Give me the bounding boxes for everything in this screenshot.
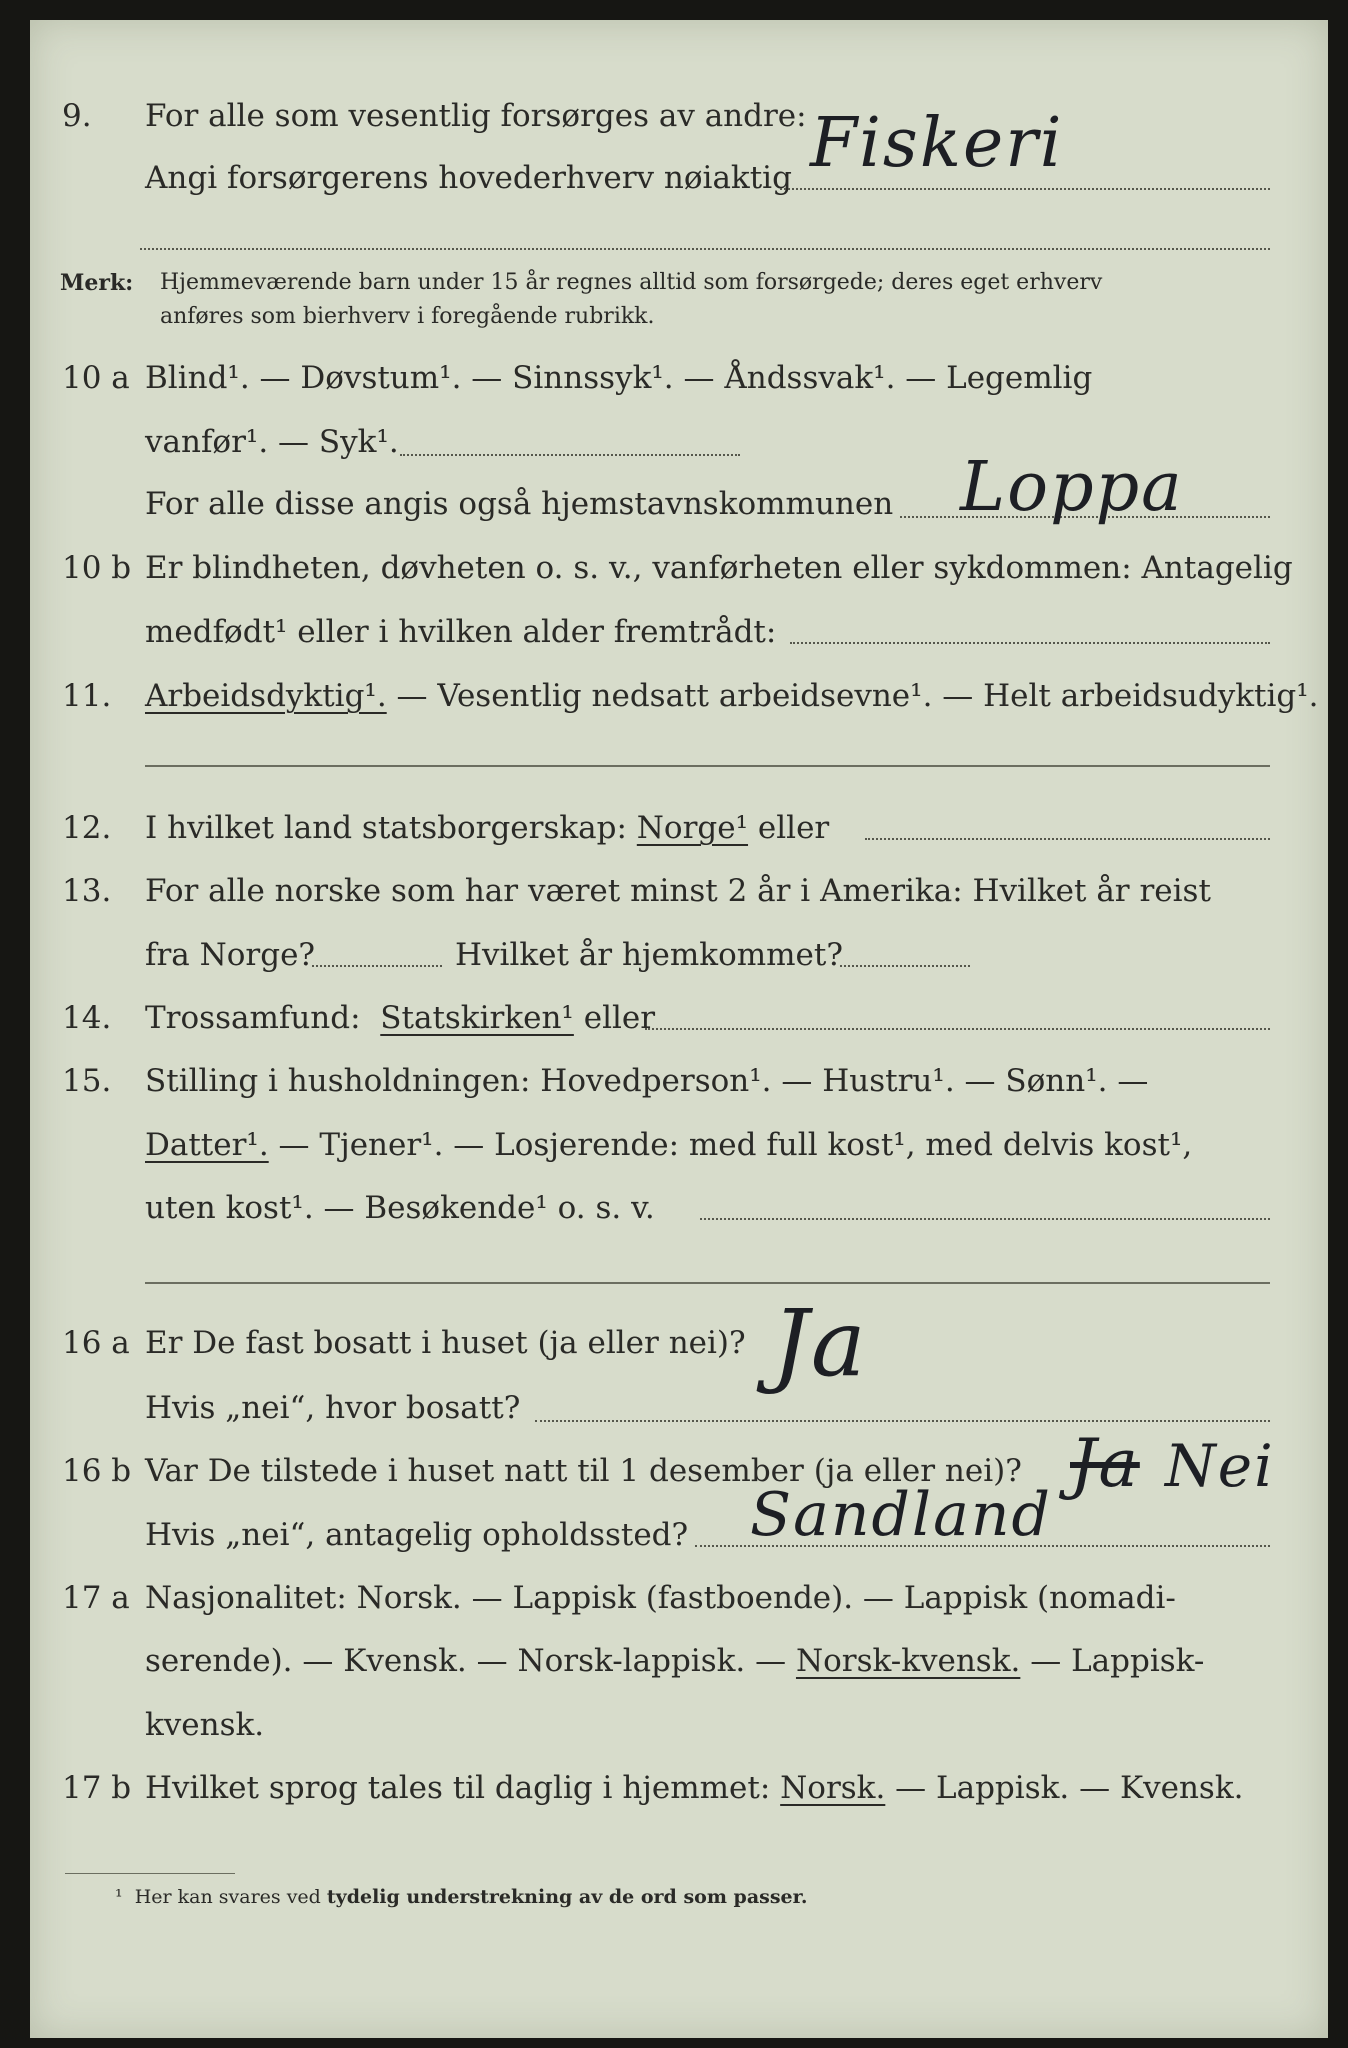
q17b-number: 17 b [62, 1770, 132, 1806]
q10a-handwritten-answer: Loppa [960, 448, 1184, 527]
q11-divider [145, 765, 1270, 767]
footnote-text: Her kan svares ved [134, 1886, 321, 1908]
footnote-mark: ¹ [115, 1886, 123, 1908]
q17a-line2a: serende). — Kvensk. — Norsk-lappisk. — [145, 1643, 787, 1679]
q10a-syk-line [400, 454, 740, 456]
q16a-number: 16 a [62, 1325, 130, 1361]
q17a-line2b: — Lappisk- [1020, 1643, 1205, 1679]
q14-answer-line [645, 1028, 1270, 1030]
q9-answer-line [780, 188, 1270, 190]
q11-rest: — Vesentlig nedsatt arbeidsevne¹. — Helt arbeidsudyktig¹. [386, 678, 1319, 714]
q13-hjemkommet-line [840, 965, 970, 967]
q10a-question-2: vanfør¹. — Syk¹. [145, 424, 399, 460]
q10a-question-3: For alle disse angis også hjemstavnskommunen [145, 486, 894, 522]
q17a-norsk-kvensk-underlined: Norsk-kvensk. [795, 1643, 1021, 1679]
q14-question: Trossamfund: [145, 1000, 361, 1036]
merk-line2: anføres som bierhverv i foregående rubrikk. [160, 304, 655, 329]
q10b-answer-line [790, 642, 1270, 644]
q12-answer-line [865, 838, 1270, 840]
q12-eller: eller [757, 810, 830, 846]
q17b-question: Hvilket sprog tales til daglig i hjemmet: [145, 1770, 771, 1806]
q15-datter-underlined: Datter¹. [145, 1127, 269, 1163]
q17a-question: Nasjonalitet: Norsk. — Lappisk (fastboende). — Lappisk (nomadi- [145, 1580, 1176, 1616]
q13-question: For alle norske som har været minst 2 år i Amerika: Hvilket år reist [145, 873, 1211, 909]
q17a-question-3: kvensk. [145, 1707, 265, 1743]
q16b-question: Var De tilstede i huset natt til 1 desember (ja eller nei)? [145, 1453, 1022, 1489]
q17b-norsk-underlined: Norsk. [780, 1770, 886, 1806]
q12-question: I hvilket land statsborgerskap: [145, 810, 627, 846]
q16b-question-2: Hvis „nei“, antagelig opholdssted? [145, 1517, 689, 1553]
q10b-number: 10 b [62, 550, 132, 586]
q9-handwritten-answer: Fiskeri [810, 104, 1064, 183]
q16b-handwritten-place: Sandland [750, 1480, 1052, 1550]
q11-arbeidsdyktig-underlined: Arbeidsdyktig¹. [145, 678, 387, 714]
q15-number: 15. [62, 1063, 112, 1099]
q13-hjemkommet: Hvilket år hjemkommet? [455, 937, 843, 973]
q16b-handwritten-answer-crossed: Ja [1070, 1425, 1140, 1502]
q15-line2-rest: — Tjener¹. — Losjerende: med full kost¹, med delvis kost¹, [268, 1127, 1193, 1163]
q16a-answer-line [535, 1420, 1270, 1422]
q13-fra-norge: fra Norge? [145, 937, 316, 973]
q9-question: For alle som vesentlig forsørges av andre: [145, 98, 807, 134]
q15-divider [145, 1282, 1270, 1284]
q16a-question-2: Hvis „nei“, hvor bosatt? [145, 1390, 521, 1426]
q10b-question: Er blindheten, døvheten o. s. v., vanførheten eller sykdommen: Antagelig [145, 550, 1293, 586]
q12-norge-underlined: Norge¹ [636, 810, 749, 846]
q14-eller: eller [583, 1000, 656, 1036]
q16a-question: Er De fast bosatt i huset (ja eller nei)? [145, 1325, 746, 1361]
footnote-bold: tydelig understrekning av de ord som passer. [326, 1886, 808, 1908]
q9-extra-line [140, 248, 1270, 250]
footnote [115, 1886, 808, 1908]
q17b-rest: — Lappisk. — Kvensk. [885, 1770, 1244, 1806]
q9-question-2: Angi forsørgerens hovederhverv nøiaktig [145, 160, 792, 196]
q14-statskirken-underlined: Statskirken¹ [380, 1000, 574, 1036]
q15-answer-line [700, 1218, 1270, 1220]
q13-number: 13. [62, 873, 112, 909]
q10a-question: Blind¹. — Døvstum¹. — Sinnssyk¹. — Åndssvak¹. — Legemlig [145, 360, 1093, 396]
q10b-question-2: medfødt¹ eller i hvilken alder fremtrådt: [145, 614, 777, 650]
q14-number: 14. [62, 1000, 112, 1036]
q16b-handwritten-answer: Nei [1165, 1432, 1275, 1500]
q16a-handwritten-answer: Ja [772, 1290, 868, 1397]
merk-line1: Hjemmeværende barn under 15 år regnes alltid som forsørgede; deres eget erhverv [160, 270, 1103, 295]
q9-number: 9. [62, 98, 92, 134]
q15-question: Stilling i husholdningen: Hovedperson¹. — Hustru¹. — Sønn¹. — [145, 1063, 1149, 1099]
footnote-rule [65, 1873, 235, 1874]
census-form-page [30, 20, 1328, 2038]
q13-reist-line [312, 965, 442, 967]
q16b-number: 16 b [62, 1453, 132, 1489]
q11-number: 11. [62, 678, 112, 714]
q15-question-3: uten kost¹. — Besøkende¹ o. s. v. [145, 1190, 655, 1226]
q10a-number: 10 a [62, 360, 130, 396]
merk-label: Merk: [60, 270, 134, 296]
q17a-number: 17 a [62, 1580, 130, 1616]
q12-number: 12. [62, 810, 112, 846]
